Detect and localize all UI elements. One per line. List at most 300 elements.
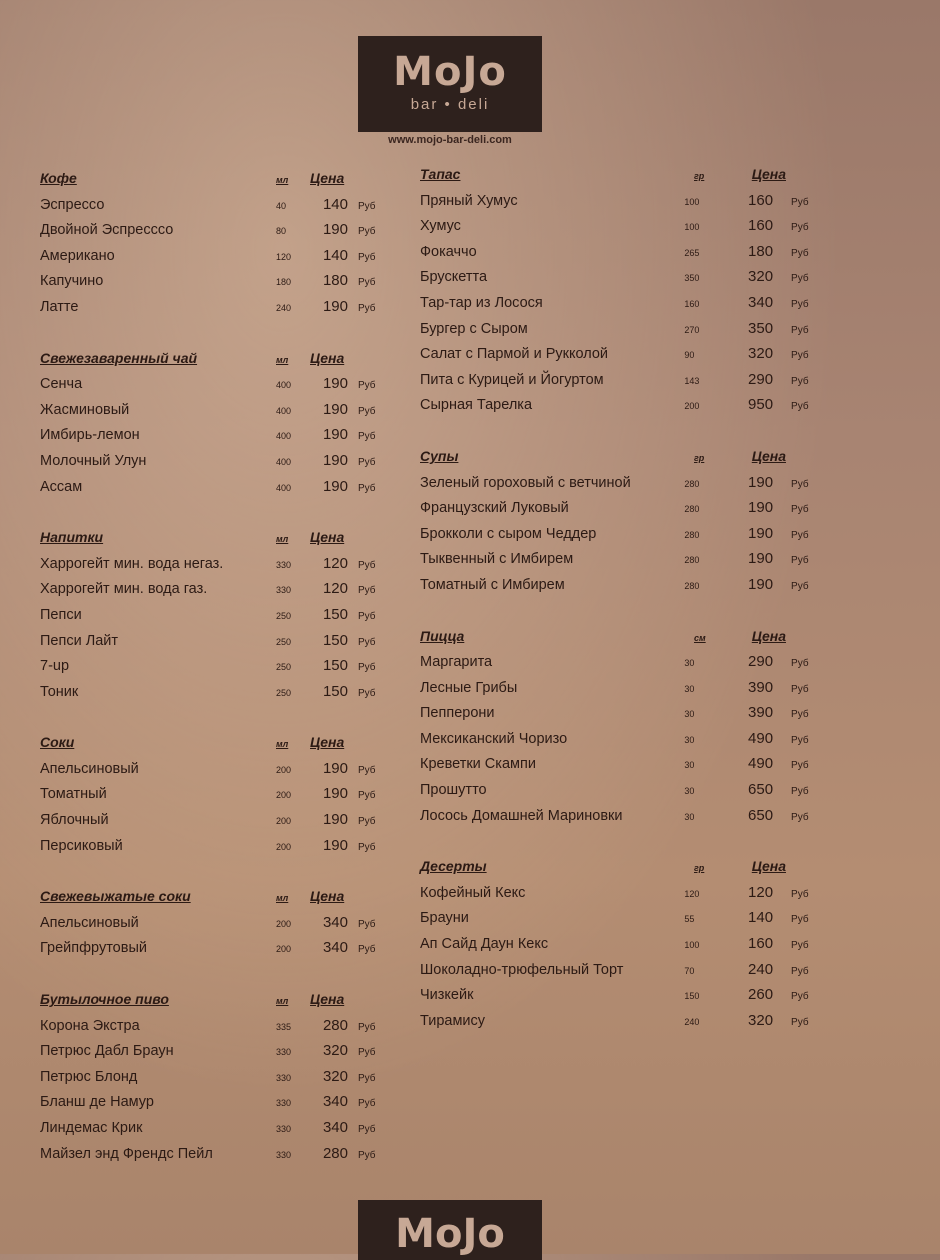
item-name: Апельсиновый (40, 914, 139, 931)
menu-item (40, 272, 390, 298)
menu-section (420, 448, 820, 602)
item-name: Салат с Пармой и Рукколой (420, 346, 608, 363)
item-currency: Руб (358, 662, 376, 674)
section-header (40, 529, 390, 555)
menu-item (40, 478, 390, 504)
item-name: Лосось Домашней Мариновки (420, 807, 623, 824)
item-price: 190 (322, 811, 348, 829)
item-qty: 400 (276, 405, 292, 416)
item-price: 320 (748, 268, 774, 286)
item-price: 320 (748, 345, 774, 363)
item-price: 320 (322, 1067, 348, 1085)
item-name: Харрогейт мин. вода газ. (40, 581, 208, 598)
section-title: Десерты (420, 858, 487, 875)
menu-item (40, 1042, 390, 1068)
menu-item (420, 345, 820, 371)
menu-item (40, 811, 390, 837)
item-price: 190 (322, 426, 348, 444)
item-name: 7-up (40, 658, 70, 675)
menu-item (420, 320, 820, 346)
menu-item (420, 755, 820, 781)
item-qty: 100 (684, 222, 700, 233)
menu-item (420, 550, 820, 576)
item-price: 140 (322, 246, 348, 264)
unit-header: гр (694, 452, 705, 463)
menu-item (40, 196, 390, 222)
item-qty: 265 (684, 247, 700, 258)
item-currency: Руб (358, 559, 376, 571)
item-currency: Руб (791, 888, 809, 900)
unit-header: мл (276, 354, 289, 365)
menu-item (420, 1012, 820, 1038)
section-title: Свежезаваренный чай (40, 349, 198, 366)
menu-section (420, 628, 820, 833)
item-price: 120 (322, 554, 348, 572)
item-price: 950 (748, 396, 774, 414)
item-name: Ап Сайд Даун Кекс (420, 936, 549, 953)
menu-item (420, 909, 820, 935)
section-header (40, 350, 390, 376)
item-qty: 30 (684, 811, 695, 822)
item-name: Грейпфрутовый (40, 940, 147, 957)
item-currency: Руб (358, 1124, 376, 1135)
item-currency: Руб (791, 350, 809, 362)
item-name: Маргарита (420, 654, 493, 671)
item-currency: Руб (791, 786, 809, 798)
price-header: Цена (751, 166, 786, 182)
item-currency: Руб (791, 222, 809, 234)
item-name: Двойной Эспресссо (40, 222, 174, 239)
item-currency: Руб (791, 196, 809, 208)
menu-section (40, 734, 390, 862)
item-price: 160 (748, 191, 774, 209)
section-header (40, 734, 390, 760)
item-name: Французский Луковый (420, 500, 569, 517)
item-currency: Руб (358, 1149, 376, 1161)
item-name: Брокколи с сыром Чеддер (420, 525, 597, 542)
item-qty: 400 (276, 482, 292, 493)
item-qty: 200 (276, 764, 292, 775)
item-name: Имбирь-лемон (40, 427, 140, 444)
menu-item (40, 939, 390, 965)
item-price: 190 (748, 550, 774, 568)
menu-item (420, 474, 820, 500)
item-name: Брускетта (420, 269, 488, 286)
item-price: 260 (748, 986, 774, 1004)
item-name: Майзел энд Френдс Пейл (40, 1145, 213, 1162)
item-name: Петрюс Блонд (40, 1068, 138, 1085)
unit-header: гр (694, 171, 705, 181)
section-header (420, 166, 820, 192)
item-qty: 280 (684, 478, 700, 489)
item-price: 190 (322, 221, 348, 239)
menu-item (40, 1093, 390, 1119)
item-price: 190 (748, 499, 774, 517)
menu-item (420, 884, 820, 910)
item-currency: Руб (358, 277, 376, 289)
menu-item (40, 914, 390, 940)
item-name: Ассам (40, 478, 83, 495)
section-title: Супы (420, 447, 459, 464)
item-price: 190 (322, 836, 348, 854)
item-name: Тар-тар из Лосося (420, 294, 543, 311)
item-qty: 250 (276, 662, 292, 673)
menu-item (420, 217, 820, 243)
item-price: 180 (748, 242, 774, 260)
menu-item (40, 247, 390, 273)
item-qty: 330 (276, 1098, 292, 1109)
menu-item (420, 961, 820, 987)
item-name: Апельсиновый (40, 760, 139, 777)
item-name: Фокаччо (420, 243, 477, 260)
menu-section (40, 529, 390, 708)
item-qty: 90 (684, 350, 695, 361)
item-qty: 400 (276, 380, 292, 391)
item-qty: 30 (684, 734, 695, 745)
item-name: Пепперони (420, 705, 495, 722)
item-qty: 200 (684, 401, 700, 412)
item-currency: Руб (791, 991, 809, 1003)
section-title: Напитки (40, 529, 104, 546)
item-currency: Руб (358, 482, 376, 494)
item-currency: Руб (791, 298, 809, 310)
menu-item (40, 1145, 390, 1171)
item-currency: Руб (358, 380, 376, 392)
menu-item (420, 396, 820, 422)
item-currency: Руб (358, 226, 376, 238)
item-price: 190 (322, 451, 348, 469)
menu-item (40, 426, 390, 452)
menu-item (420, 525, 820, 551)
item-name: Яблочный (40, 812, 109, 829)
item-currency: Руб (358, 918, 376, 930)
section-header (40, 991, 390, 1017)
item-price: 390 (748, 704, 774, 722)
item-price: 290 (748, 653, 774, 671)
item-name: Чизкейк (420, 987, 474, 1004)
item-currency: Руб (791, 401, 809, 413)
item-price: 190 (748, 524, 774, 542)
item-currency: Руб (791, 940, 809, 952)
item-price: 390 (748, 678, 774, 696)
menu-item (420, 730, 820, 756)
item-qty: 240 (684, 1016, 700, 1027)
item-name: Прошутто (420, 782, 487, 799)
item-price: 340 (322, 1119, 348, 1136)
menu-item (40, 375, 390, 401)
item-qty: 280 (684, 555, 700, 566)
item-price: 320 (748, 1011, 774, 1029)
item-currency: Руб (358, 302, 376, 314)
item-currency: Руб (791, 504, 809, 516)
item-currency: Руб (791, 273, 809, 285)
item-currency: Руб (358, 816, 376, 828)
price-header: Цена (310, 170, 345, 186)
website-url: www.mojo-bar-deli.com (388, 134, 512, 146)
item-name: Шоколадно-трюфельный Торт (420, 961, 624, 978)
item-name: Харрогейт мин. вода негаз. (40, 555, 224, 572)
logo-text-bottom: MoJo (395, 1211, 505, 1257)
item-qty: 30 (684, 709, 695, 720)
menu-column-right (420, 166, 820, 1063)
item-qty: 330 (276, 1149, 292, 1160)
item-name: Жасминовый (40, 401, 130, 418)
menu-item (420, 576, 820, 602)
menu-item (40, 606, 390, 632)
item-currency: Руб (358, 636, 376, 648)
menu-item (40, 580, 390, 606)
menu-item (420, 935, 820, 961)
unit-header: мл (276, 739, 289, 750)
item-qty: 350 (684, 273, 700, 284)
item-name: Тирамису (420, 1012, 486, 1029)
item-qty: 70 (684, 965, 695, 976)
item-price: 150 (322, 657, 348, 675)
item-currency: Руб (358, 610, 376, 622)
item-currency: Руб (358, 251, 376, 263)
price-header: Цена (751, 858, 786, 875)
menu-section (40, 170, 390, 324)
unit-header: мл (276, 996, 289, 1007)
item-price: 650 (748, 781, 774, 799)
item-currency: Руб (791, 324, 809, 336)
item-price: 280 (322, 1016, 348, 1034)
menu-item (40, 760, 390, 786)
item-currency: Руб (791, 914, 809, 926)
menu-section (40, 888, 390, 965)
item-currency: Руб (358, 687, 376, 699)
item-name: Кофейный Кекс (420, 884, 526, 901)
item-currency: Руб (358, 764, 376, 776)
item-price: 150 (322, 605, 348, 623)
menu-item (40, 1068, 390, 1094)
item-qty: 55 (684, 914, 695, 925)
menu-item (40, 298, 390, 324)
unit-header: мл (276, 893, 289, 904)
item-name: Петрюс Дабл Браун (40, 1043, 174, 1060)
section-title: Пицца (420, 627, 465, 644)
item-price: 340 (322, 939, 348, 957)
item-price: 160 (748, 217, 774, 235)
section-title: Тапас (420, 166, 461, 182)
menu-item (40, 555, 390, 581)
item-name: Бургер с Сыром (420, 320, 528, 337)
item-qty: 80 (276, 226, 287, 237)
menu-item (40, 221, 390, 247)
item-name: Томатный с Имбирем (420, 576, 565, 593)
price-header: Цена (310, 991, 345, 1008)
menu-item (420, 679, 820, 705)
item-qty: 330 (276, 1124, 292, 1134)
brand-logo (358, 36, 542, 132)
item-price: 490 (748, 755, 774, 773)
item-qty: 250 (276, 687, 292, 698)
item-qty: 280 (684, 504, 700, 515)
item-qty: 120 (684, 888, 700, 899)
item-currency: Руб (791, 760, 809, 772)
item-price: 180 (322, 272, 348, 290)
item-currency: Руб (358, 585, 376, 597)
menu-item (420, 807, 820, 833)
item-price: 190 (322, 759, 348, 777)
unit-header: см (694, 632, 706, 643)
menu-item (420, 268, 820, 294)
menu-item (420, 704, 820, 730)
item-qty: 180 (276, 277, 292, 288)
item-qty: 200 (276, 918, 292, 929)
menu-item (40, 452, 390, 478)
item-currency: Руб (791, 247, 809, 259)
item-name: Лесные Грибы (420, 679, 518, 696)
menu-section (40, 991, 390, 1170)
menu-item (420, 986, 820, 1012)
item-currency: Руб (358, 1098, 376, 1110)
item-qty: 400 (276, 431, 292, 442)
menu-item (420, 192, 820, 218)
menu-item (420, 294, 820, 320)
item-price: 190 (322, 297, 348, 315)
item-name: Молочный Улун (40, 452, 147, 469)
item-name: Пепси Лайт (40, 632, 119, 649)
section-header (40, 888, 390, 914)
item-qty: 400 (276, 456, 292, 467)
item-currency: Руб (791, 965, 809, 977)
item-price: 190 (322, 785, 348, 803)
item-qty: 200 (276, 790, 292, 801)
menu-section (420, 166, 820, 422)
menu-item (40, 657, 390, 683)
item-currency: Руб (358, 431, 376, 443)
price-header: Цена (310, 529, 345, 546)
item-name: Пепси (40, 606, 82, 623)
brand-logo-bottom (358, 1200, 542, 1260)
section-header (40, 170, 390, 196)
item-price: 190 (322, 375, 348, 393)
item-qty: 200 (276, 944, 292, 955)
unit-header: мл (276, 175, 289, 185)
item-price: 320 (322, 1042, 348, 1060)
item-qty: 250 (276, 610, 292, 621)
item-qty: 100 (684, 940, 700, 951)
item-name: Зеленый гороховый с ветчиной (420, 474, 631, 491)
item-price: 190 (748, 575, 774, 593)
item-price: 240 (748, 960, 774, 978)
item-name: Пита с Курицей и Йогуртом (420, 371, 604, 388)
item-qty: 150 (684, 991, 700, 1002)
item-currency: Руб (791, 811, 809, 823)
item-name: Пряный Хумус (420, 192, 518, 209)
item-currency: Руб (358, 1047, 376, 1059)
item-qty: 330 (276, 585, 292, 596)
section-title: Свежевыжатые соки (40, 888, 191, 905)
logo-tagline: bar • deli (410, 96, 490, 113)
item-qty: 200 (276, 841, 292, 852)
item-name: Линдемас Крик (40, 1120, 143, 1136)
item-qty: 330 (276, 1047, 292, 1058)
item-name: Капучино (40, 273, 104, 290)
menu-item (420, 499, 820, 525)
item-qty: 200 (276, 816, 292, 827)
item-qty: 280 (684, 529, 700, 540)
item-name: Сенча (40, 376, 83, 393)
item-name: Сырная Тарелка (420, 397, 533, 414)
item-name: Креветки Скампи (420, 756, 536, 773)
item-currency: Руб (358, 944, 376, 956)
item-name: Тоник (40, 683, 79, 700)
price-header: Цена (310, 734, 345, 751)
item-price: 160 (748, 935, 774, 953)
item-name: Хумус (420, 218, 461, 235)
item-name: Американо (40, 247, 115, 264)
item-currency: Руб (791, 375, 809, 387)
item-qty: 120 (276, 251, 292, 262)
item-name: Бланш де Намур (40, 1094, 154, 1111)
item-name: Латте (40, 298, 79, 315)
item-name: Томатный (40, 786, 107, 803)
menu-item (40, 401, 390, 427)
item-currency: Руб (791, 658, 809, 670)
menu-item (420, 371, 820, 397)
section-header (420, 628, 820, 654)
item-qty: 143 (684, 375, 700, 386)
section-title: Кофе (40, 170, 77, 186)
section-title: Соки (40, 734, 75, 751)
item-qty: 30 (684, 658, 695, 669)
item-qty: 335 (276, 1021, 292, 1032)
item-qty: 240 (276, 302, 292, 313)
item-qty: 40 (276, 200, 287, 211)
item-name: Тыквенный с Имбирем (420, 551, 574, 568)
unit-header: мл (276, 534, 289, 545)
item-currency: Руб (358, 841, 376, 853)
item-qty: 280 (684, 580, 700, 591)
item-name: Персиковый (40, 837, 123, 854)
menu-column-left (40, 170, 390, 1196)
item-currency: Руб (791, 555, 809, 567)
item-name: Мексиканский Чоризо (420, 730, 568, 747)
item-price: 190 (322, 477, 348, 495)
item-currency: Руб (358, 405, 376, 417)
menu-item (420, 653, 820, 679)
price-header: Цена (310, 349, 345, 366)
item-currency: Руб (358, 790, 376, 802)
item-name: Корона Экстра (40, 1017, 140, 1034)
item-qty: 270 (684, 324, 700, 335)
section-header (420, 858, 820, 884)
item-qty: 100 (684, 196, 700, 207)
section-header (420, 448, 820, 474)
item-currency: Руб (358, 456, 376, 468)
item-price: 190 (748, 473, 774, 491)
item-price: 140 (322, 195, 348, 213)
item-qty: 160 (684, 298, 700, 309)
item-currency: Руб (358, 1021, 376, 1033)
section-title: Бутылочное пиво (40, 991, 169, 1008)
logo-text: MoJo (393, 49, 507, 95)
item-currency: Руб (358, 1072, 376, 1084)
item-price: 340 (322, 1093, 348, 1111)
item-qty: 30 (684, 760, 695, 771)
item-currency: Руб (791, 580, 809, 592)
menu-item (40, 632, 390, 658)
menu-item (420, 781, 820, 807)
menu-item (40, 1119, 390, 1145)
item-currency: Руб (791, 1016, 809, 1028)
item-price: 140 (748, 909, 774, 927)
item-qty: 30 (684, 786, 695, 797)
item-name: Брауни (420, 910, 469, 927)
item-price: 340 (748, 293, 774, 311)
